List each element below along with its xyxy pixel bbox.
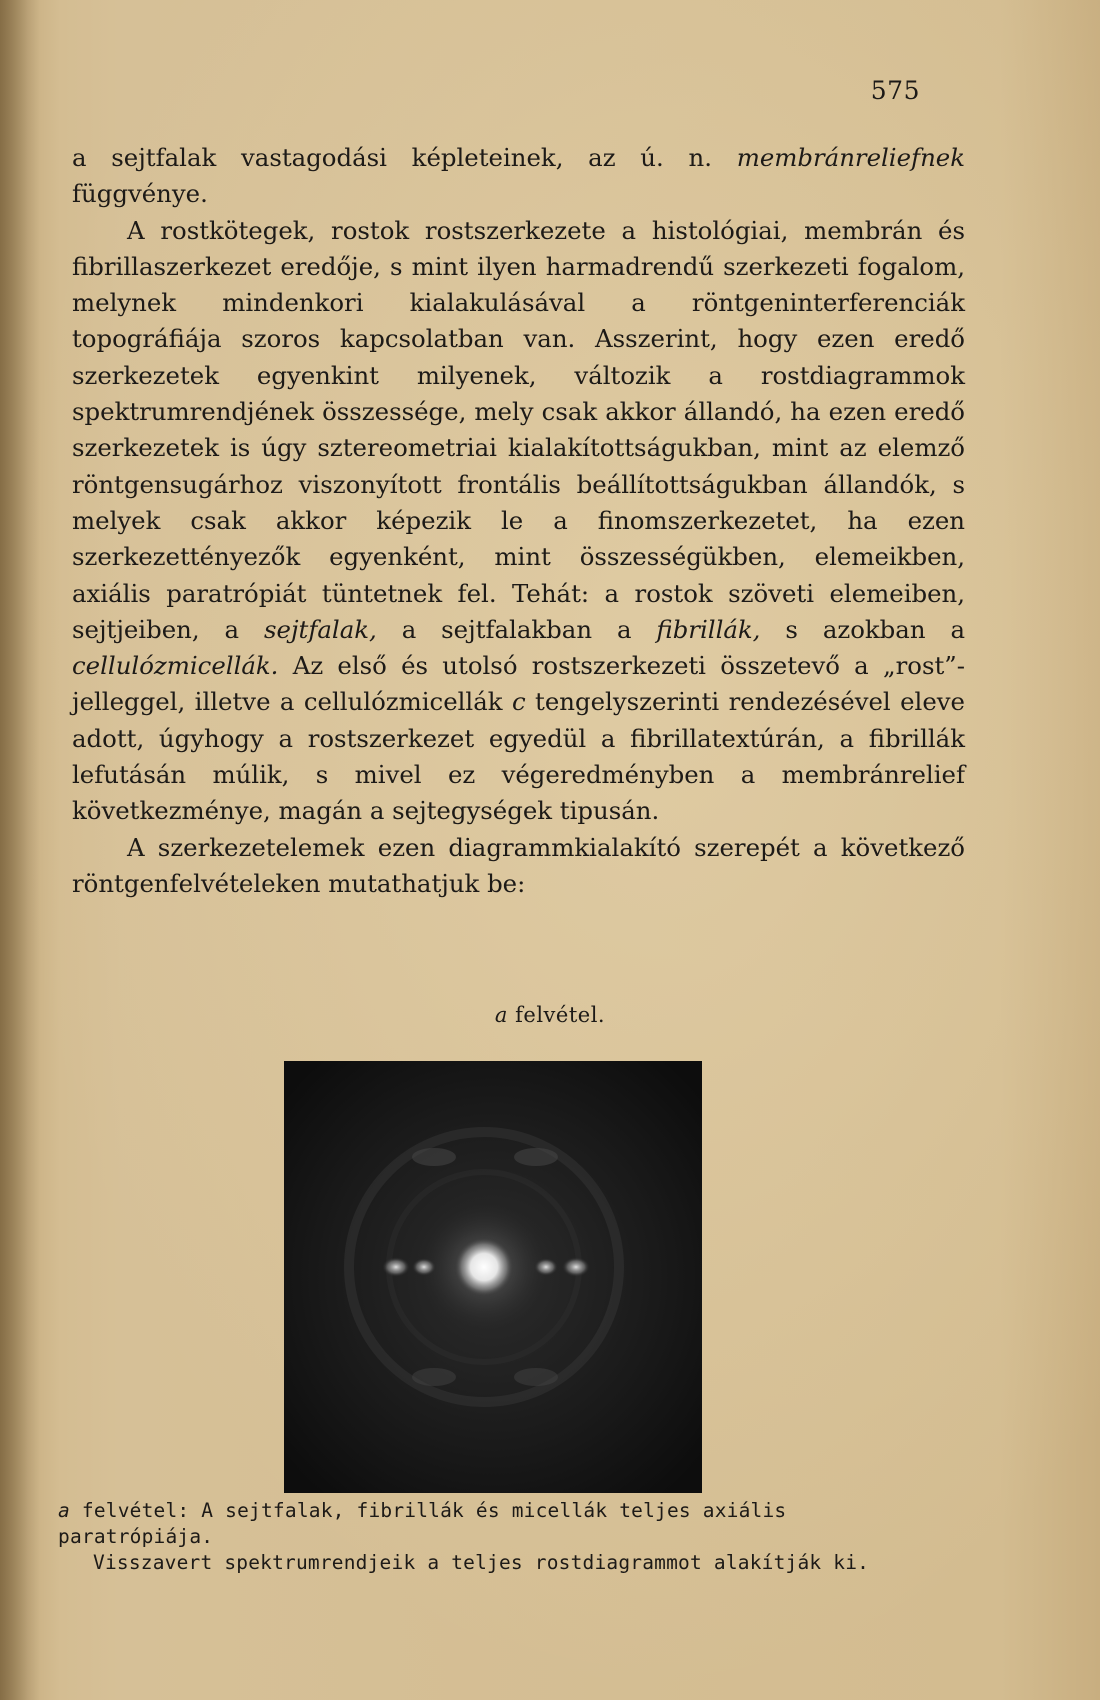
paragraph-2-text-5: tengelyszerinti rendezésével eleve adott, úgyhogy a rostszerkezet egyedül a fibrillatextúrán, a fibrillák lefutásán múlik, s mivel ez végeredményben a membránrelief következménye, magán a sejtegységek tipusán. (72, 687, 965, 826)
binding-shadow (0, 0, 40, 1700)
figure-title (0, 1003, 1100, 1027)
xray-diffraction-photo (284, 1061, 702, 1493)
equatorial-spot-right-outer (562, 1257, 590, 1277)
paragraph-1-italic-term: membránreliefnek (736, 143, 965, 172)
paragraph-1 (72, 140, 965, 213)
arc-reflection-upper-left (412, 1148, 456, 1166)
central-beam-spot (454, 1237, 514, 1297)
paragraph-2-text-1: A rostkötegek, rostok rostszerkezete a histológiai, membrán és fibrillaszerkezet eredője, s mint ilyen harmadrendű szerkezeti fogalom, melynek mindenkori kialakulásával a röntgeninterferenciák topográfiája szoros kapcsolatban van. Asszerint, hogy ezen eredő szerkezetek egyenkint milyenek, változik a rostdiagrammok spektrumrendjének összessége, mely csak akkor állandó, ha ezen eredő szerkezetek is úgy sztereometriai kialakítottságukban, mint az elemző röntgensugárhoz viszonyított frontális beállítottságukban állandók, s melyek csak akkor képezik le a finomszerkezetet, ha ezen szerkezettényezők egyenként, mint összességükben, elemeikben, axiális paratrópiát tüntetnek fel. Tehát: a rostok szöveti elemeiben, sejtjeiben, a (72, 215, 965, 644)
figure-caption-line-1 (58, 1499, 786, 1548)
figure-title-letter: a (494, 1003, 508, 1027)
figure-title-text: felvétel. (507, 1003, 606, 1027)
paragraph-2-italic-fibrillak: fibrillák, (656, 614, 761, 644)
paragraph-2-text-4: Az első és utolsó rostszerkezeti összetevő a „rost”-jelleggel, illetve a cellulózmicellák (72, 651, 965, 717)
xray-diffraction-pattern (284, 1061, 702, 1493)
arc-reflection-upper-right (514, 1148, 558, 1166)
paragraph-2-italic-sejtfalak: sejtfalak, (264, 614, 377, 644)
equatorial-spot-right-inner (534, 1258, 558, 1276)
page-number: 575 (870, 76, 920, 105)
paragraph-2-text-2: a sejtfalakban a (376, 614, 657, 644)
figure-caption-text-1: felvétel: A sejtfalak, fibrillák és micellák teljes axiális paratrópiája. (58, 1499, 787, 1548)
paragraph-2-text-3: s azokban a (760, 614, 965, 644)
arc-reflection-lower-left (412, 1368, 456, 1386)
paragraph-3: A szerkezetelemek ezen diagrammkialakító szerepét a következő röntgenfelvételeken mutathatjuk be: (72, 832, 965, 898)
figure-caption-letter: a (58, 1499, 70, 1522)
body-text (72, 140, 965, 902)
equatorial-spot-left-inner (412, 1258, 436, 1276)
paragraph-2-italic-micellak: cellulózmicellák. (72, 651, 279, 681)
paragraph-2-italic-c: c (511, 687, 526, 717)
arc-reflection-lower-right (514, 1368, 558, 1386)
figure-caption (58, 1498, 948, 1576)
figure-caption-line-2: Visszavert spektrumrendjeik a teljes rostdiagrammot alakítják ki. (93, 1551, 870, 1574)
paragraph-2 (72, 213, 965, 830)
paragraph-1-text: a sejtfalak vastagodási képleteinek, az ú. n. (72, 143, 737, 172)
equatorial-spot-left-outer (382, 1257, 410, 1277)
paragraph-1-text-end: függvénye. (72, 179, 208, 209)
